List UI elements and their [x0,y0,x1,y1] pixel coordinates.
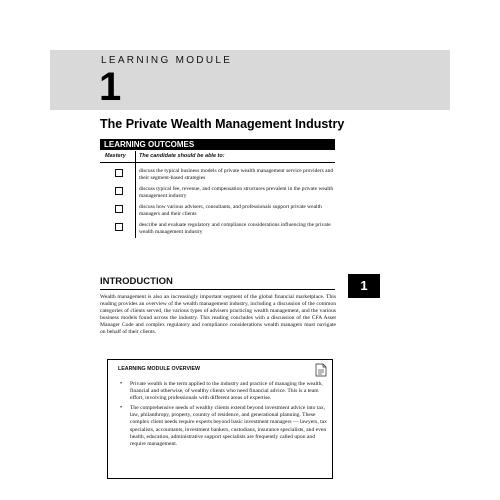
module-number: 1 [99,65,122,109]
bullet-dot: • [120,381,123,387]
table-column-divider [135,151,136,238]
module-label: LEARNING MODULE [101,55,233,66]
module-overview-box [107,359,333,479]
introduction-rule [100,289,335,290]
document-icon [315,363,327,377]
module-overview-title: LEARNING MODULE OVERVIEW [118,366,201,372]
bullet-dot: • [120,405,123,412]
section-number-badge: 1 [348,274,380,298]
overview-bullet-text: Private wealth is the term applied to the industry and practice of managing the wealth, financial and otherwise, of wealthy clients who need financial advice. This is a team effort, involving professionals with different areas of expertise. [130,381,323,402]
mastery-checkbox[interactable] [115,169,123,177]
learning-outcome-text: discuss typical fee, revenue, and compensation structures prevalent in the private wealth management industry [139,186,334,199]
mastery-checkbox[interactable] [115,223,123,231]
page-title: The Private Wealth Management Industry [100,117,345,131]
learning-outcome-text: discuss the typical business models of private wealth management service providers and their segment-based strategies [139,168,334,181]
overview-bullet-text: The comprehensive needs of wealthy clients extend beyond investment advice into tax, law, philanthropy, property, country of residence, and generational planning. These complex client needs require experts beyond basic investment managers — lawyers, tax specialists, accountants, investment bankers, custodians, insurance specialists, and even health, education, administrative support specialists are frequently called upon and require management. [130,405,327,447]
overview-bullet [120,381,328,402]
candidate-column-header: The candidate should be able to: [139,153,225,159]
mastery-checkbox[interactable] [115,205,123,213]
mastery-checkbox[interactable] [115,187,123,195]
introduction-heading: INTRODUCTION [100,276,173,287]
learning-outcome-text: describe and evaluate regulatory and compliance considerations influencing the private wealth management industry [139,222,331,235]
learning-outcomes-heading: LEARNING OUTCOMES [100,139,335,150]
mastery-column-header: Mastery [105,153,126,159]
overview-bullet [120,405,328,448]
introduction-paragraph: Wealth management is also an increasingly important segment of the global financial marketplace. This reading provides an overview of the wealth management industry, including a discussion of the common categories of clients served, the various types of advisers practicing wealth management, and the various business models found across the industry. This reading concludes with a discussion of the CFA Asset Manager Code and complex regulatory and compliance considerations wealth managers must navigate on behalf of their clients. [100,294,336,336]
overview-bullet-list [120,381,328,451]
learning-outcome-text: discuss how various advisers, consultants, and professionals support private wealth managers and their clients [139,204,322,217]
